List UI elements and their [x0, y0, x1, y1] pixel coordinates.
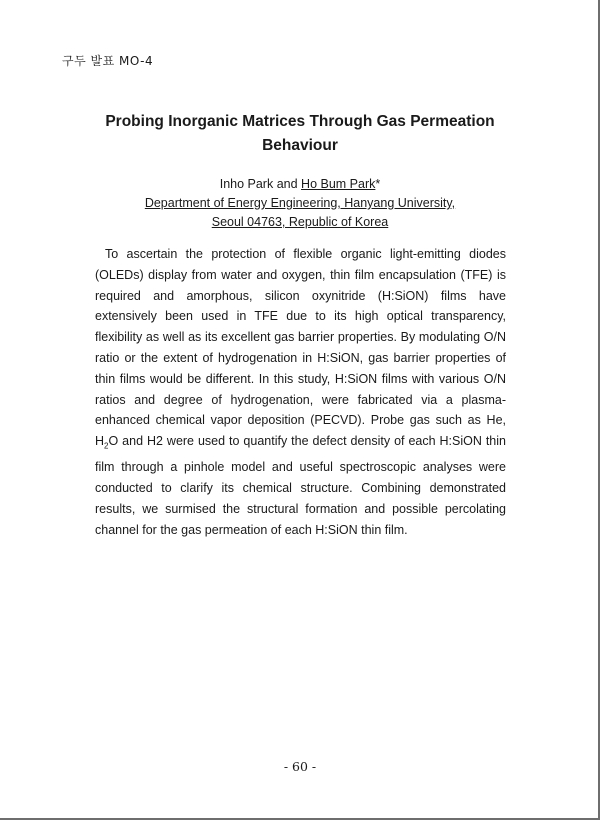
author-first: Inho Park	[219, 177, 274, 191]
author-line	[60, 175, 540, 194]
paper-title	[60, 110, 540, 158]
abstract-text-1: To ascertain the protection of flexible organic light-emitting diodes (OLEDs) display from water and oxygen, thin film encapsulation (TFE) is required and amorphous, silicon oxynitride (H:SiON) films have extensively been used in TFE due to its high optical transparency, flexibility as well as its excellent gas barrier properties. By modulating O/N ratio or the extent of hydrogenation in H:SiON, gas barrier properties of thin films would be different. In this study, H:SiON films with various O/N ratios and degree of hydrogenation, were fabricated via a plasma-enhanced chemical vapor deposition (PECVD). Probe gas such as He, H	[95, 247, 506, 449]
session-label: 구두 발표 MO-4	[62, 54, 154, 68]
author-corresponding: Ho Bum Park	[301, 177, 376, 191]
title-line-1: Probing Inorganic Matrices Through Gas Permeation	[105, 113, 495, 130]
corresponding-mark: *	[375, 177, 381, 191]
author-conjunction: and	[273, 177, 302, 191]
title-line-2: Behaviour	[262, 137, 338, 154]
abstract	[95, 244, 506, 541]
affiliation-line-2: Seoul 04763, Republic of Korea	[211, 215, 389, 229]
abstract-subscript: 2	[104, 441, 109, 451]
abstract-text-2: O and H2 were used to quantify the defect density of each H:SiON thin film through a pinhole model and useful spectroscopic analyses were conducted to clarify its chemical structure. Combining demonstrated results, we surmised the structural formation and possible percolating channel for the gas permeation of each H:SiON thin film.	[95, 434, 506, 537]
author-block	[60, 175, 540, 232]
affiliation-line-1: Department of Energy Engineering, Hanyang University,	[144, 196, 456, 210]
page-number: - 60 -	[283, 759, 317, 774]
